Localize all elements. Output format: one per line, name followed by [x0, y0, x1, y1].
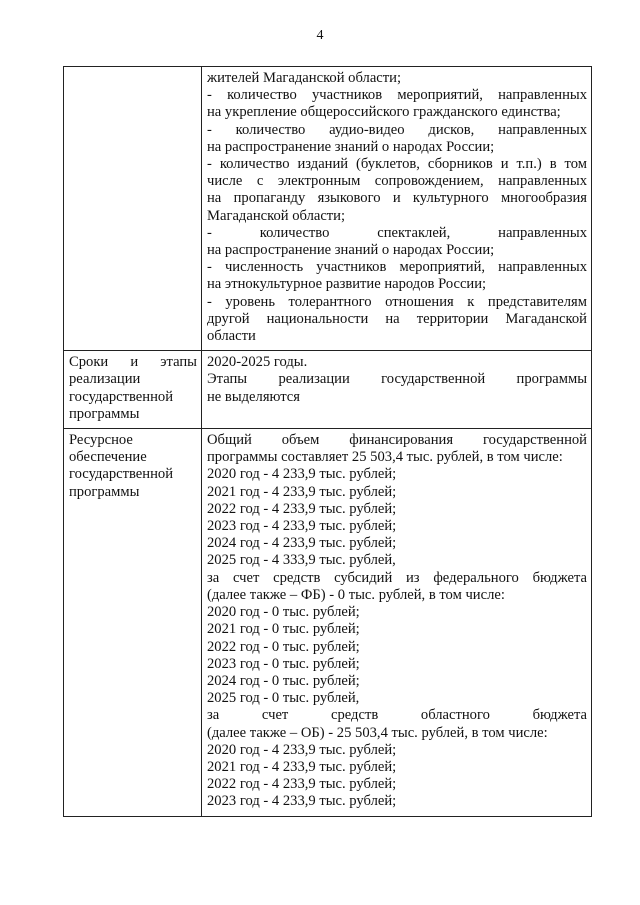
row-value-line: числе с электронным сопровождением, направленных: [207, 173, 587, 190]
row-value-line: 2025 год - 0 тыс. рублей,: [207, 690, 360, 707]
row-value-line: - уровень толерантного отношения к представителям: [207, 293, 587, 310]
row-value-line: на распространение знаний о народах России;: [207, 138, 495, 155]
row-value-line: 2022 год - 4 233,9 тыс. рублей;: [207, 776, 397, 793]
table-row: [64, 351, 592, 429]
row-value-line: Этапы реализации государственной программы: [207, 371, 587, 388]
row-value-line: 2023 год - 4 233,9 тыс. рублей;: [207, 793, 397, 810]
row-value-line: области: [207, 328, 256, 345]
row-value-line: программы составляет 25 503,4 тыс. рублей, в том числе:: [207, 449, 563, 466]
row-value-line: Общий объем финансирования государственной: [207, 432, 587, 449]
row-value-line: (далее также – ФБ) - 0 тыс. рублей, в том числе:: [207, 586, 505, 603]
row-value-line: 2025 год - 4 333,9 тыс. рублей,: [207, 552, 396, 569]
row-value-line: - количество участников мероприятий, направленных: [207, 87, 587, 104]
row-value-line: 2021 год - 0 тыс. рублей;: [207, 621, 360, 638]
row-label-line: Сроки и этапы: [69, 354, 197, 371]
row-value-cell: [202, 351, 592, 429]
row-label-cell: [64, 67, 202, 351]
row-value-line: за счет средств субсидий из федерального бюджета: [207, 569, 587, 586]
row-value-line: другой национальности на территории Магаданской: [207, 310, 587, 327]
row-value-line: 2020 год - 4 233,9 тыс. рублей;: [207, 466, 397, 483]
table-row: [64, 67, 592, 351]
program-passport-table: [63, 66, 592, 817]
row-value-line: 2024 год - 4 233,9 тыс. рублей;: [207, 535, 397, 552]
row-value-line: жителей Магаданской области;: [207, 70, 402, 86]
row-value-line: - количество изданий (буклетов, сборников и т.п.) в том: [207, 156, 587, 173]
row-value-line: на пропаганду языкового и культурного многообразия: [207, 190, 587, 207]
row-value-line: не выделяются: [207, 388, 300, 405]
row-value-line: - количество аудио-видео дисков, направленных: [207, 121, 587, 138]
row-value-line: 2022 год - 0 тыс. рублей;: [207, 638, 360, 655]
row-label-cell: [64, 351, 202, 429]
row-value-line: - численность участников мероприятий, направленных: [207, 259, 587, 276]
row-label-line: программы: [69, 483, 140, 500]
page-number: 4: [316, 28, 324, 43]
row-value-line: 2023 год - 4 233,9 тыс. рублей;: [207, 518, 397, 535]
row-label-line: реализации: [69, 371, 141, 388]
row-label-line: государственной: [69, 466, 174, 483]
row-value-line: 2021 год - 4 233,9 тыс. рублей;: [207, 483, 397, 500]
row-value-line: 2023 год - 0 тыс. рублей;: [207, 655, 360, 672]
row-value-line: 2021 год - 4 233,9 тыс. рублей;: [207, 758, 397, 775]
row-value-line: на этнокультурное развитие народов России;: [207, 276, 487, 293]
row-value-line: (далее также – ОБ) - 25 503,4 тыс. рублей, в том числе:: [207, 724, 548, 741]
row-value-line: 2020 год - 0 тыс. рублей;: [207, 604, 360, 621]
row-label-line: программы: [69, 405, 140, 422]
row-value-line: 2024 год - 0 тыс. рублей;: [207, 672, 360, 689]
row-value-line: 2020 год - 4 233,9 тыс. рублей;: [207, 741, 397, 758]
row-value-cell: [202, 429, 592, 816]
row-label-cell: [64, 429, 202, 816]
row-value-line: 2022 год - 4 233,9 тыс. рублей;: [207, 500, 397, 517]
row-value-line: 2020-2025 годы.: [207, 354, 308, 371]
row-value-line: - количество спектаклей, направленных: [207, 224, 587, 241]
row-label-line: Ресурсное: [69, 432, 133, 449]
row-label-line: обеспечение: [69, 449, 147, 466]
row-value-line: на распространение знаний о народах России;: [207, 242, 495, 259]
row-value-cell: [202, 67, 592, 351]
row-label-line: государственной: [69, 388, 174, 405]
row-value-line: на укрепление общероссийского гражданского единства;: [207, 104, 561, 121]
row-value-line: за счет средств областного бюджета: [207, 707, 587, 724]
table-row: [64, 429, 592, 816]
row-value-line: Магаданской области;: [207, 207, 346, 224]
